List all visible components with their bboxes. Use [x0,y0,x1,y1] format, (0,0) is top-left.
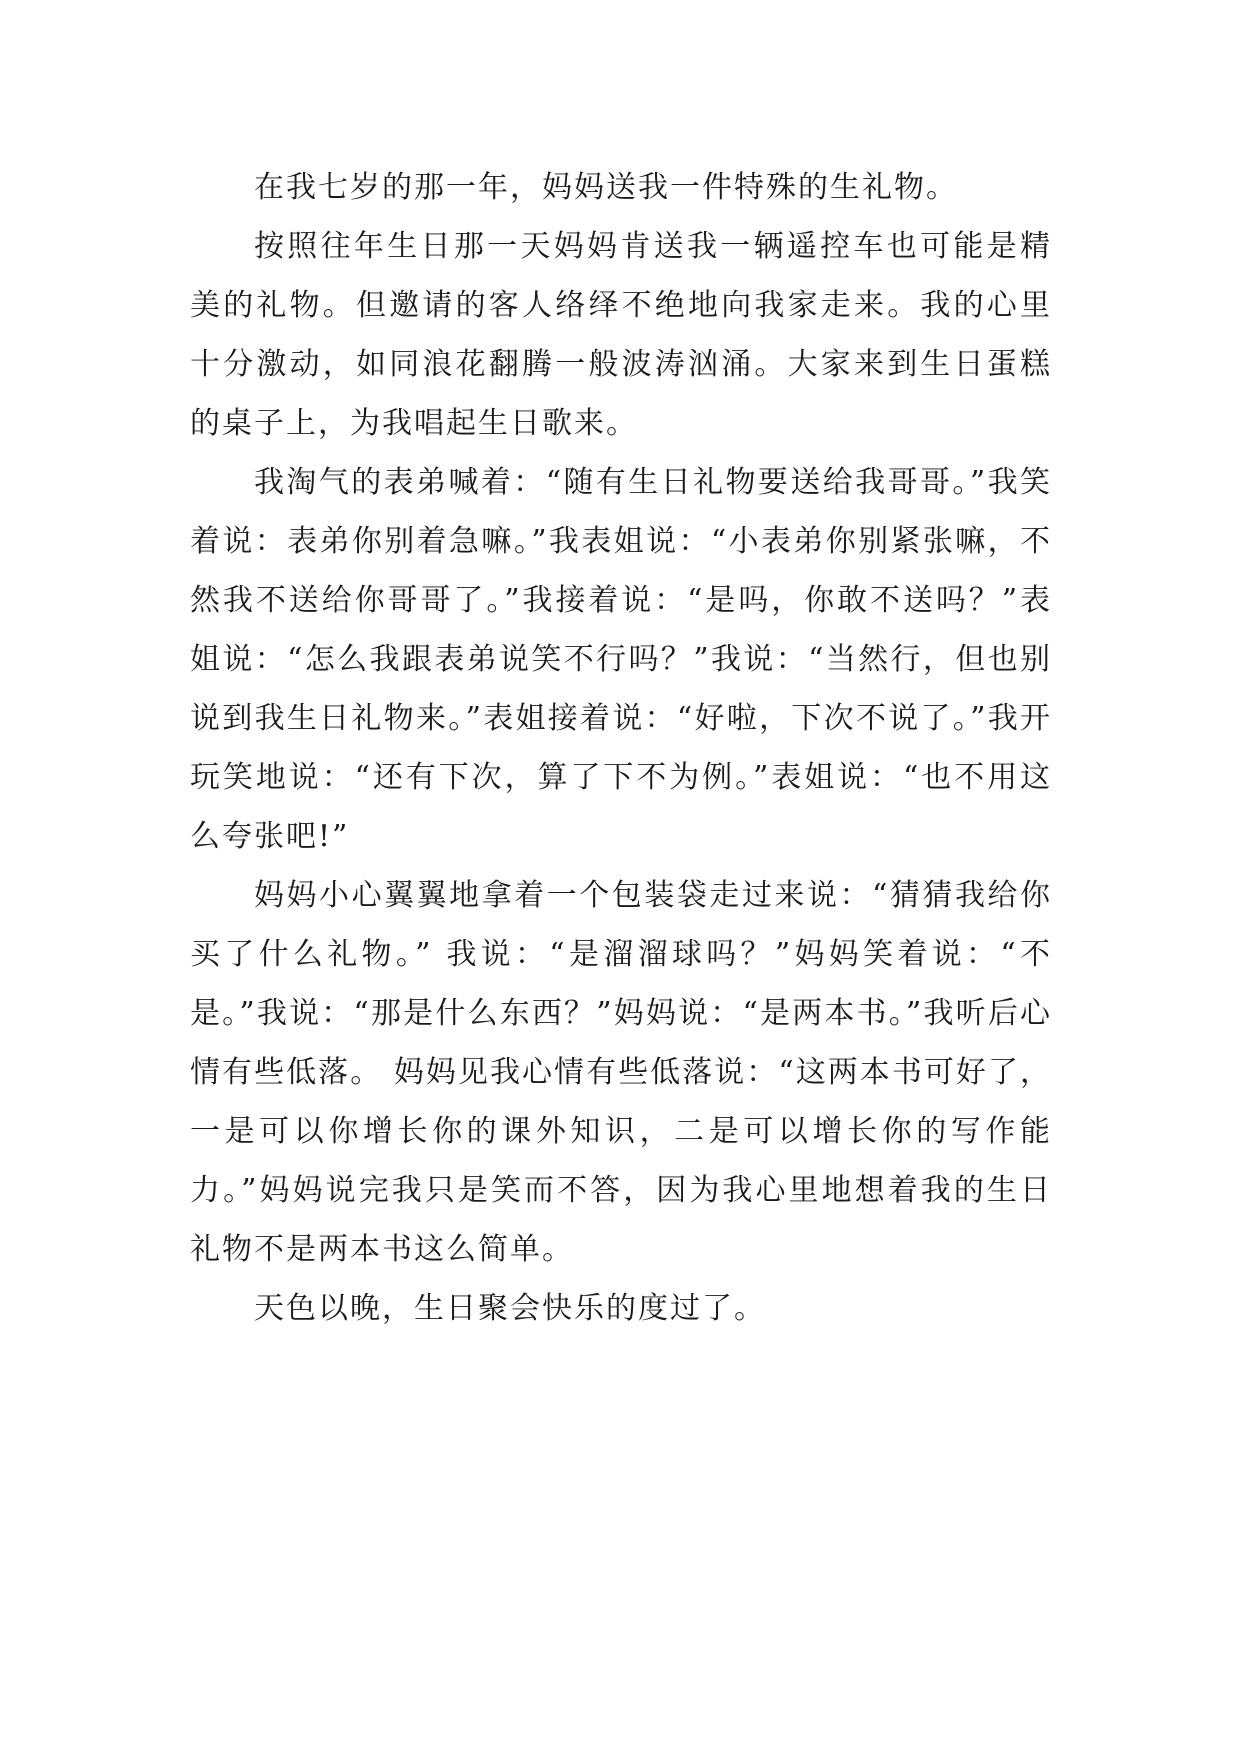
paragraph-1: 在我七岁的那一年，妈妈送我一件特殊的生礼物。 [254,170,958,205]
paragraph-4: 妈妈小心翼翼地拿着一个包装袋走过来说：“猜猜我给你买了什么礼物。” 我说：“是溜溜球吗？”妈妈笑着说：“不是。”我说：“那是什么东西？”妈妈说：“是两本书。”我听后心情有些低落。 妈妈见我心情有些低落说：“这两本书可好了，一是可以你增长你的课外知识，二是可以增长你的写作能力。”妈妈说完我只是笑而不答，因为我心里地想着我的生日礼物不是两本书这么简单。 [190,878,1052,1267]
paragraph-5: 天色以晚，生日聚会快乐的度过了。 [254,1291,766,1326]
paragraph-3: 我淘气的表弟喊着：“随有生日礼物要送给我哥哥。”我笑着说：表弟你别着急嘛。”我表姐说：“小表弟你别紧张嘛，不然我不送给你哥哥了。”我接着说：“是吗，你敢不送吗？”表姐说：“怎么我跟表弟说笑不行吗？”我说：“当然行，但也别说到我生日礼物来。”表姐接着说：“好啦，下次不说了。”我开玩笑地说：“还有下次，算了下不为例。”表姐说：“也不用这么夸张吧!” [190,465,1052,854]
paragraph-2: 按照往年生日那一天妈妈肯送我一辆遥控车也可能是精美的礼物。但邀请的客人络绎不绝地向我家走来。我的心里十分激动，如同浪花翻腾一般波涛汹涌。大家来到生日蛋糕的桌子上，为我唱起生日歌来。 [190,229,1052,441]
document-body [190,158,1052,1338]
